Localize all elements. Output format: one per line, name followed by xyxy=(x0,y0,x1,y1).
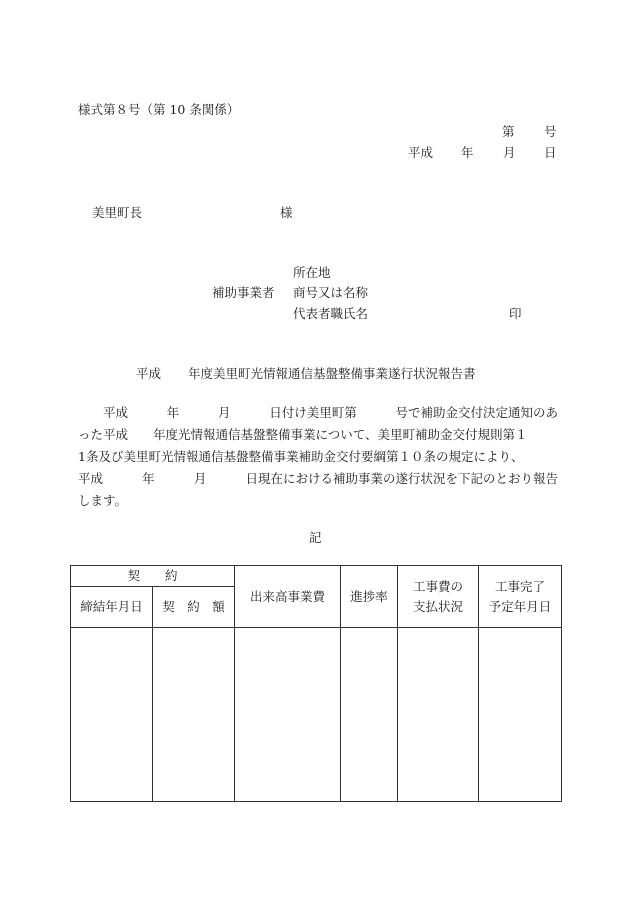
payment-status-cell[interactable] xyxy=(398,628,479,802)
form-number: 様式第８号（第 10 条関係） xyxy=(78,102,240,117)
report-title: 年度美里町光情報通信基盤整備事業遂行状況報告書 xyxy=(188,366,476,381)
applicant-role: 補助事業者 xyxy=(212,285,275,300)
completed-cost-cell[interactable] xyxy=(235,628,341,802)
addressee-honorific: 様 xyxy=(280,205,293,220)
contract-amount-header: 契 約 額 xyxy=(153,587,235,628)
doc-number-prefix: 第 xyxy=(502,124,515,139)
ki-heading: 記 xyxy=(309,530,322,545)
contract-date-header: 締結年月日 xyxy=(71,587,153,628)
title-era: 平成 xyxy=(136,366,162,381)
completed-cost-header: 出来高事業費 xyxy=(235,566,341,628)
completion-date-header: 工事完了 予定年月日 xyxy=(479,566,562,628)
body-text xyxy=(78,402,558,512)
body-line-3: 1条及び美里町光情報通信基盤整備事業補助金交付要綱第１０条の規定により、 xyxy=(78,449,524,464)
date-year: 年 xyxy=(461,145,474,160)
address-label: 所在地 xyxy=(293,265,331,280)
contract-amount-cell[interactable] xyxy=(153,628,235,802)
body-line-4: 平成 年 月 日現在における補助事業の遂行状況を下記のとおり報告 xyxy=(78,471,558,486)
date-day: 日 xyxy=(544,145,557,160)
contract-date-cell[interactable] xyxy=(71,628,153,802)
body-line-2: った平成 年度光情報通信基盤整備事業について、美里町補助金交付規則第１ xyxy=(78,427,528,442)
addressee-name: 美里町長 xyxy=(92,205,143,220)
body-line-1: 平成 年 月 日付け美里町第 号で補助金交付決定通知のあ xyxy=(103,405,558,420)
progress-rate-cell[interactable] xyxy=(341,628,398,802)
payment-status-header: 工事費の 支払状況 xyxy=(398,566,479,628)
date-month: 月 xyxy=(503,145,516,160)
body-line-5: します。 xyxy=(78,493,128,508)
company-label: 商号又は名称 xyxy=(293,285,369,300)
contract-header: 契 約 xyxy=(71,566,235,587)
seal-mark: 印 xyxy=(509,306,522,321)
report-table xyxy=(70,565,562,802)
completion-date-cell[interactable] xyxy=(479,628,562,802)
progress-rate-header: 進捗率 xyxy=(341,566,398,628)
date-era: 平成 xyxy=(408,145,434,160)
doc-number-suffix: 号 xyxy=(544,124,557,139)
representative-label: 代表者職氏名 xyxy=(293,306,369,321)
table-row xyxy=(71,628,562,802)
